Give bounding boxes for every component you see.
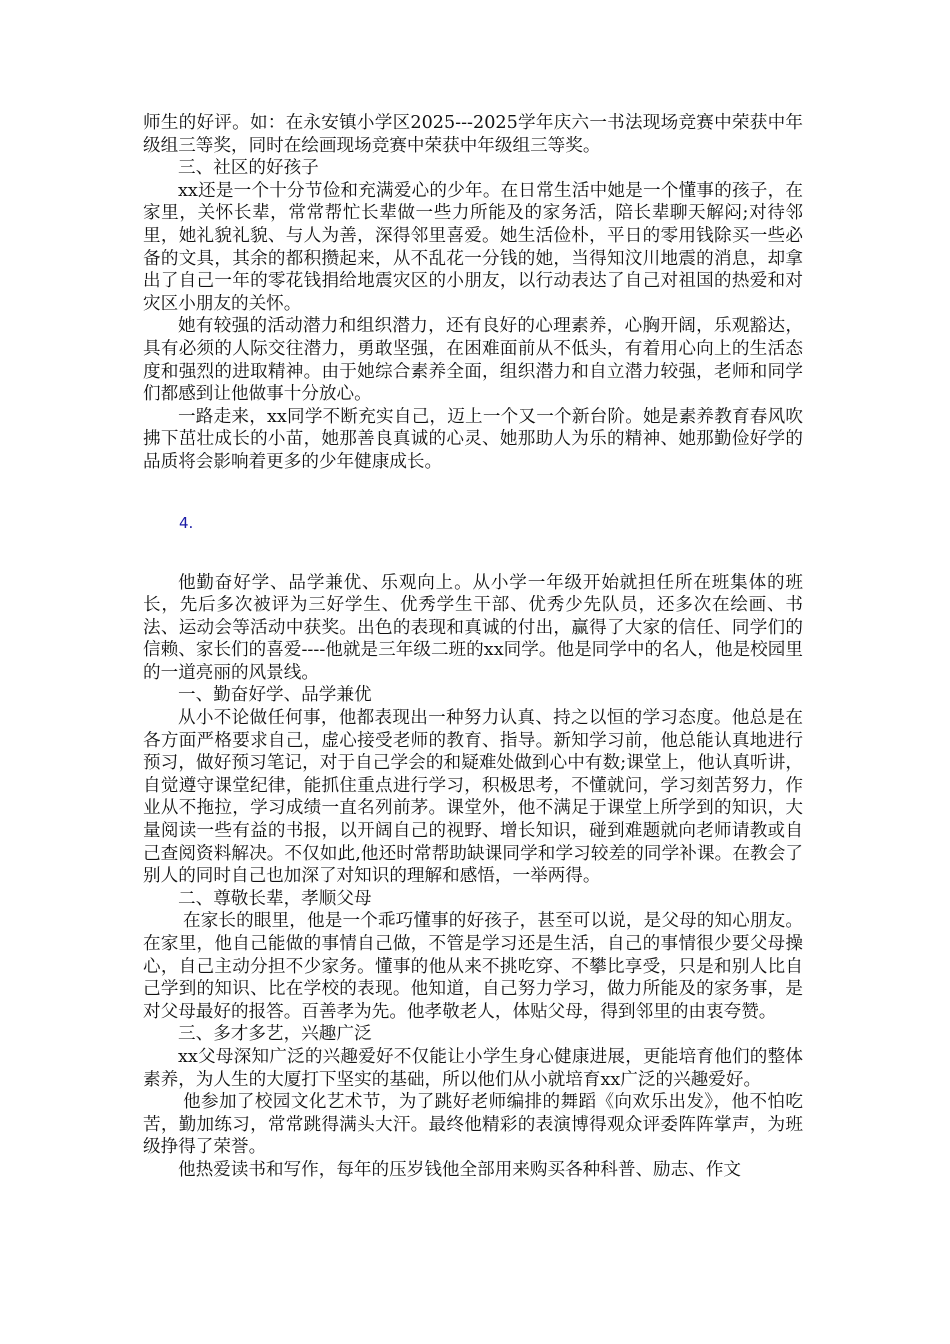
heading-respect-elders: 二、尊敬长辈，孝顺父母 — [178, 888, 372, 909]
heading-community-good-child: 三、社区的好孩子 — [178, 158, 319, 179]
paragraph-reading-writing: 他热爱读书和写作，每年的压岁钱他全部用来购买各种科普、励志、作文 — [178, 1159, 742, 1180]
paragraph-study-attitude: 从小不论做任何事，他都表现出一种努力认真、持之以恒的学习态度。他总是在各方面严格要求自己，虚心接受老师的教育、指导。新知学习前，他总能认真地进行预习，做好预习笔记，对于自己学会的和疑难处做到心中有数;课堂上，他认真听讲，自觉遵守课堂纪律，能抓住重点进行学习，积极思考，不懂就问，学习刻苦努力，作业从不拖拉，学习成绩一直名列前茅。课堂外，他不满足于课堂上所学到的知识，大量阅读一些有益的书报，以开阔自己的视野、增长知识，碰到难题就向老师请教或自己查阅资料解决。不仅如此,他还时常帮助缺课同学和学习较差的同学补课。在教会了别人的同时自己也加深了对知识的理解和感悟，一举两得。 — [143, 708, 803, 887]
heading-diligent-study: 一、勤奋好学、品学兼优 — [178, 685, 372, 706]
paragraph-intro: 他勤奋好学、品学兼优、乐观向上。从小学一年级开始就担任所在班集体的班长，先后多次被评为三好学生、优秀学生干部、优秀少先队员，还多次在绘画、书法、运动会等活动中获奖。出色的表现和真诚的付出，赢得了大家的信任、同学们的信赖、家长们的喜爱----他就是三年级二班的xx同学。他是同学中的名人，他是校园里的一道亮丽的风景线。 — [143, 572, 803, 683]
heading-talents-interests: 三、多才多艺，兴趣广泛 — [178, 1024, 372, 1045]
paragraph-frugal-caring: xx还是一个十分节俭和充满爱心的少年。在日常生活中她是一个懂事的孩子，在家里，关怀长辈，常常帮忙长辈做一些力所能及的家务活，陪长辈聊天解闷;对待邻里，她礼貌礼貌、与人为善，深得邻里喜爱。她生活俭朴，平日的零用钱除买一些必备的文具，其余的都积攒起来，从不乱花一分钱的她，当得知汶川地震的消息，却拿出了自己一年的零花钱捐给地震灾区的小朋友，以行动表达了自己对祖国的热爱和对灾区小朋友的关怀。 — [143, 180, 803, 314]
paragraph-parents-cultivate: xx父母深知广泛的兴趣爱好不仅能让小学生身心健康进展，更能培育他们的整体素养，为人生的大厦打下坚实的基础，所以他们从小就培育xx广泛的兴趣爱好。 — [143, 1046, 803, 1090]
paragraph-organizing-ability: 她有较强的活动潜力和组织潜力，还有良好的心理素养，心胸开阔，乐观豁达，具有必须的人际交往潜力，勇敢坚强，在困难面前从不低头，有着用心向上的生活态度和强烈的进取精神。由于她综合素养全面，组织潜力和自立潜力较强，老师和同学们都感到让他做事十分放心。 — [143, 316, 803, 405]
paragraph-dance-performance: 他参加了校园文化艺术节，为了跳好老师编排的舞蹈《向欢乐出发》，他不怕吃苦，勤加练习，常常跳得满头大汗。最终他精彩的表演博得观众评委阵阵掌声，为班级挣得了荣誉。 — [143, 1092, 803, 1158]
paragraph-filial-piety: 在家长的眼里，他是一个乖巧懂事的好孩子，甚至可以说，是父母的知心朋友。在家里，他自己能做的事情自己做，不管是学习还是生活，自己的事情很少要父母操心，自己主动分担不少家务。懂事的他从来不挑吃穿、不攀比享受，只是和别人比自己学到的知识、比在学校的表现。他知道，自己努力学习，做力所能及的家务事，是对父母最好的报答。百善孝为先。他孝敬老人，体贴父母，得到邻里的由衷夸赞。 — [143, 911, 803, 1022]
section-number: 4. — [179, 513, 194, 532]
paragraph-keep-growing: 一路走来，xx同学不断充实自己，迈上一个又一个新台阶。她是素养教育春风吹拂下茁壮成长的小苗，她那善良真诚的心灵、她那助人为乐的精神、她那勤俭好学的品质将会影响着更多的少年健康成长。 — [143, 406, 803, 472]
paragraph-opening: 师生的好评。如：在永安镇小学区2025---2025学年庆六一书法现场竞赛中荣获中年级组三等奖，同时在绘画现场竞赛中荣获中年级组三等奖。 — [143, 113, 803, 156]
document-page — [143, 112, 803, 1182]
